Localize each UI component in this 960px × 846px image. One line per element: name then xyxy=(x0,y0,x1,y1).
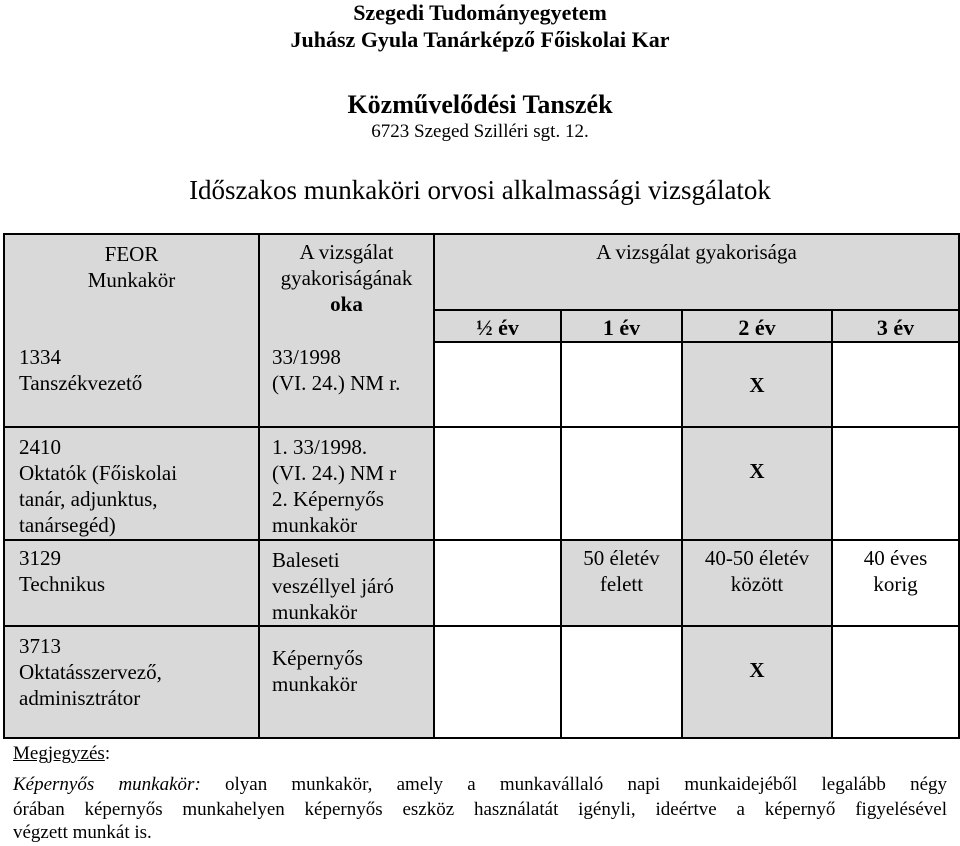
department-name: Közművelődési Tanszék xyxy=(347,90,613,119)
job-cell xyxy=(4,427,259,540)
mark-cell xyxy=(434,427,561,540)
job-line: 1334 xyxy=(19,345,61,369)
department-address: 6723 Szeged Szilléri sgt. 12. xyxy=(371,121,589,142)
note-text-1: olyan munkakör, amely a munkavállaló napi munkaidejéből legalább négy xyxy=(224,774,948,795)
reason-header-line: gyakoriságának xyxy=(280,266,413,290)
frequency-header xyxy=(434,234,959,310)
mark-cell xyxy=(832,342,959,427)
job-line: adminisztrátor xyxy=(19,686,141,710)
page-title: Időszakos munkaköri orvosi alkalmassági vizsgálatok xyxy=(189,175,771,205)
freq-2-years: 2 év xyxy=(682,310,832,342)
mark-cell-40-50: 40-50 életév között xyxy=(682,540,832,626)
college-name: Juhász Gyula Tanárképző Főiskolai Kar xyxy=(290,27,670,52)
reason-cell xyxy=(259,540,434,626)
reason-header-line: A vizsgálat xyxy=(299,240,394,264)
reason-line: 2. Képernyős xyxy=(272,487,384,511)
job-line: 3713 xyxy=(19,634,61,658)
note-line-1 xyxy=(13,772,947,797)
reason-header xyxy=(259,234,434,342)
job-cell xyxy=(4,342,259,427)
reason-line: (VI. 24.) NM r. xyxy=(272,371,401,395)
note-term: Képernyős munkakör: xyxy=(13,774,201,795)
mark-cell xyxy=(434,540,561,626)
job-cell xyxy=(4,540,259,626)
reason-line: 33/1998 xyxy=(272,345,341,369)
mark-cell xyxy=(434,342,561,427)
mark-cell xyxy=(832,427,959,540)
note-colon: : xyxy=(104,743,111,764)
exam-frequency-table xyxy=(3,233,960,739)
job-line: tanár, adjunktus, xyxy=(19,487,158,511)
mark-cell xyxy=(434,626,561,738)
reason-line: munkakör xyxy=(272,672,358,696)
reason-line: 1. 33/1998. xyxy=(272,435,368,459)
reason-cell xyxy=(259,626,434,738)
reason-line: Képernyős xyxy=(272,646,363,670)
mark-cell xyxy=(832,626,959,738)
freq-3-years: 3 év xyxy=(832,310,959,342)
mark-cell: X xyxy=(682,427,832,540)
job-line: Oktatók (Főiskolai xyxy=(19,461,178,485)
reason-line: munkakör xyxy=(272,600,358,624)
mark-cell: X xyxy=(682,342,832,427)
note-label: Megjegyzés xyxy=(13,743,105,764)
mark-cell: X xyxy=(682,626,832,738)
job-line: Technikus xyxy=(19,572,106,596)
reason-line: veszéllyel járó xyxy=(272,574,394,598)
job-line: 3129 xyxy=(19,546,61,570)
mark-cell-over-50: 50 életév felett xyxy=(561,540,682,626)
mark-cell xyxy=(561,626,682,738)
reason-cell xyxy=(259,427,434,540)
feor-header xyxy=(4,234,259,310)
mark-cell xyxy=(561,342,682,427)
reason-header-line: oka xyxy=(330,292,363,316)
mark-cell xyxy=(561,427,682,540)
job-line: 2410 xyxy=(19,435,61,459)
feor-header-line: FEOR xyxy=(104,242,159,266)
mark-cell-under-40: 40 éves korig xyxy=(832,540,959,626)
reason-line: (VI. 24.) NM r xyxy=(272,461,397,485)
reason-line: munkakör xyxy=(272,513,358,537)
frequency-header-label: A vizsgálat gyakorisága xyxy=(596,240,797,264)
job-cell xyxy=(4,626,259,738)
feor-header-line: Munkakör xyxy=(87,268,176,292)
note-line-2: órában képernyős munkahelyen képernyős eszköz használatát igényli, ideértve a képernyő figyelésével xyxy=(13,799,947,820)
reason-line: Baleseti xyxy=(272,548,340,572)
job-line: tanársegéd) xyxy=(19,513,116,537)
freq-half-year: ½ év xyxy=(434,310,561,342)
job-line: Tanszékvezető xyxy=(19,371,143,395)
freq-1-year: 1 év xyxy=(561,310,682,342)
reason-cell xyxy=(259,342,434,427)
job-line: Oktatásszervező, xyxy=(19,660,162,684)
feor-header-spacer xyxy=(4,310,259,342)
university-name: Szegedi Tudományegyetem xyxy=(353,0,607,25)
note-heading xyxy=(13,741,947,766)
note-line-3: végzett munkát is. xyxy=(13,822,152,843)
